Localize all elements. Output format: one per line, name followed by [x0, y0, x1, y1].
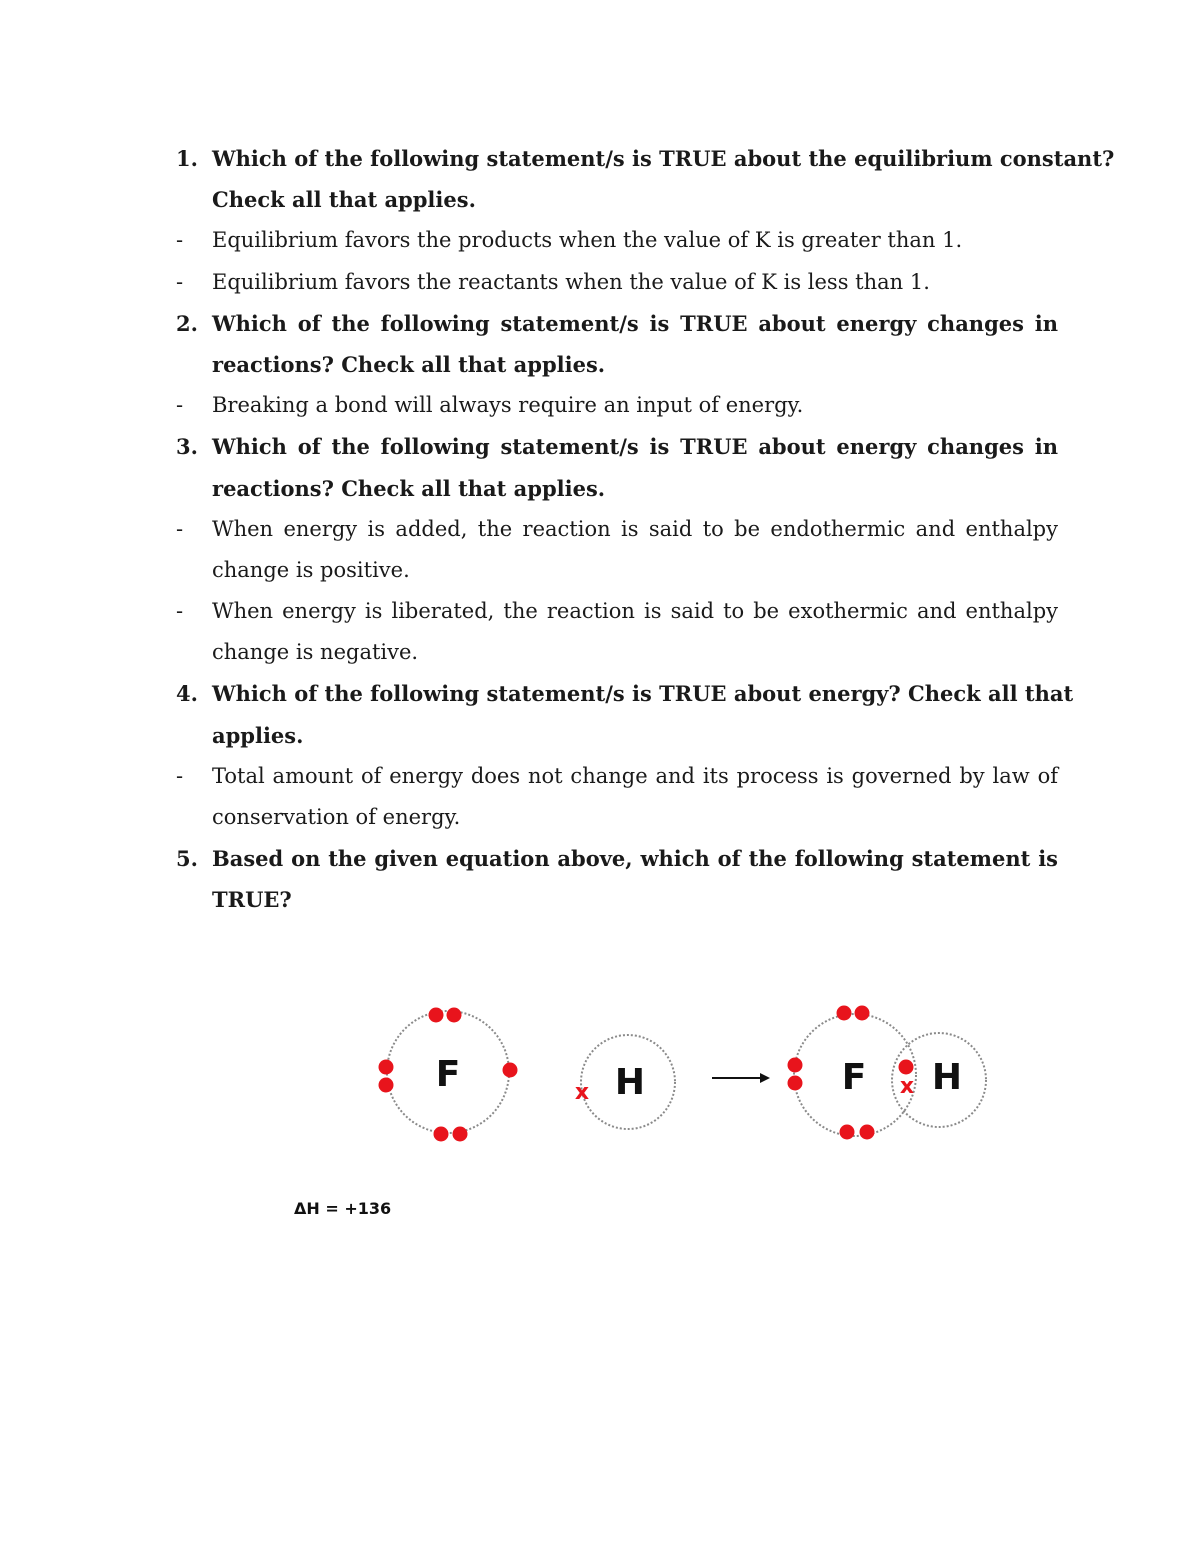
electron-dot [860, 1125, 875, 1140]
question-2-line-1 [0, 303, 1200, 344]
question-text: Based on the given equation above, which of the following statement is [212, 846, 1058, 872]
answer-4-1-line-2 [0, 797, 1200, 838]
question-2-line-2 [0, 344, 1200, 385]
question-text: Which of the following statement/s is TRUE about energy? Check all that [212, 681, 1074, 707]
question-text: Check all that applies. [212, 187, 476, 213]
answer-text: When energy is liberated, the reaction is said to be exothermic and enthalpy [212, 599, 1058, 624]
atom-symbol: H [614, 1062, 646, 1103]
question-number: 5. [176, 846, 198, 872]
electron-dot [788, 1058, 803, 1073]
bullet-dash: - [176, 269, 184, 294]
electron-dot [429, 1008, 444, 1023]
electron-dot [453, 1127, 468, 1142]
bullet-dash: - [176, 763, 184, 788]
question-number: 4. [176, 681, 198, 707]
answer-3-1-line-1 [0, 509, 1200, 550]
answer-1-2 [0, 262, 1200, 303]
reaction-arrow [712, 1073, 770, 1083]
bullet-dash: - [176, 228, 184, 253]
question-text: reactions? Check all that applies. [212, 351, 606, 377]
question-1-line-2 [0, 179, 1200, 220]
hydrogen-fluoride-product [788, 1006, 987, 1140]
answer-text: conservation of energy. [212, 805, 461, 829]
electron-dot [840, 1125, 855, 1140]
answer-text: Equilibrium favors the products when the value of K is greater than 1. [212, 228, 963, 253]
question-3-line-2 [0, 468, 1200, 509]
bullet-dash: - [176, 516, 184, 541]
answer-text: change is positive. [212, 557, 410, 582]
answer-text: change is negative. [212, 640, 419, 665]
electron-dot [379, 1078, 394, 1093]
electron-dot [855, 1006, 870, 1021]
question-3-line-1 [0, 426, 1200, 467]
answer-4-1-line-1 [0, 756, 1200, 797]
question-text: reactions? Check all that applies. [212, 475, 606, 501]
question-4-line-1 [0, 673, 1200, 714]
bullet-dash: - [176, 599, 184, 624]
electron-cross: x [574, 1080, 590, 1105]
answer-3-2-line-2 [0, 632, 1200, 673]
answer-text: Breaking a bond will always require an input of energy. [212, 393, 804, 418]
question-text: Which of the following statement/s is TRUE about energy changes in [212, 310, 1058, 336]
atom-symbol: F [841, 1057, 867, 1098]
atom-symbol: F [435, 1054, 461, 1095]
answer-2-1 [0, 385, 1200, 426]
question-5-line-2 [0, 879, 1200, 920]
question-4-line-2 [0, 715, 1200, 756]
electron-dot [379, 1060, 394, 1075]
answer-3-1-line-2 [0, 550, 1200, 591]
fluorine-atom-reactant [379, 1008, 518, 1142]
electron-dot [837, 1006, 852, 1021]
question-text: Which of the following statement/s is TRUE about energy changes in [212, 434, 1058, 460]
electron-dot [447, 1008, 462, 1023]
answer-text: Total amount of energy does not change and its process is governed by law of [212, 763, 1058, 788]
question-number: 1. [176, 146, 198, 171]
hf-formation-diagram [350, 975, 1010, 1160]
electron-dot [503, 1063, 518, 1078]
answer-1-1 [0, 220, 1200, 261]
hydrogen-atom-reactant [575, 1035, 675, 1129]
atom-symbol: H [931, 1057, 963, 1098]
question-text: applies. [212, 722, 304, 748]
worksheet [0, 138, 1200, 921]
enthalpy-change: ΔH = +136 [294, 1199, 392, 1218]
shared-electron-cross: x [899, 1074, 915, 1099]
electron-dot [788, 1076, 803, 1091]
bullet-dash: - [176, 393, 184, 418]
answer-3-2-line-1 [0, 591, 1200, 632]
question-5-line-1 [0, 838, 1200, 879]
electron-dot [434, 1127, 449, 1142]
answer-text: When energy is added, the reaction is said to be endothermic and enthalpy [212, 516, 1058, 541]
question-1-line-1 [0, 138, 1200, 179]
question-text: Which of the following statement/s is TRUE about the equilibrium constant? [212, 146, 1115, 171]
question-text: TRUE? [212, 887, 292, 913]
question-number: 2. [176, 310, 198, 336]
answer-text: Equilibrium favors the reactants when the value of K is less than 1. [212, 269, 930, 294]
question-number: 3. [176, 434, 198, 460]
shared-electron-dot [899, 1060, 914, 1075]
